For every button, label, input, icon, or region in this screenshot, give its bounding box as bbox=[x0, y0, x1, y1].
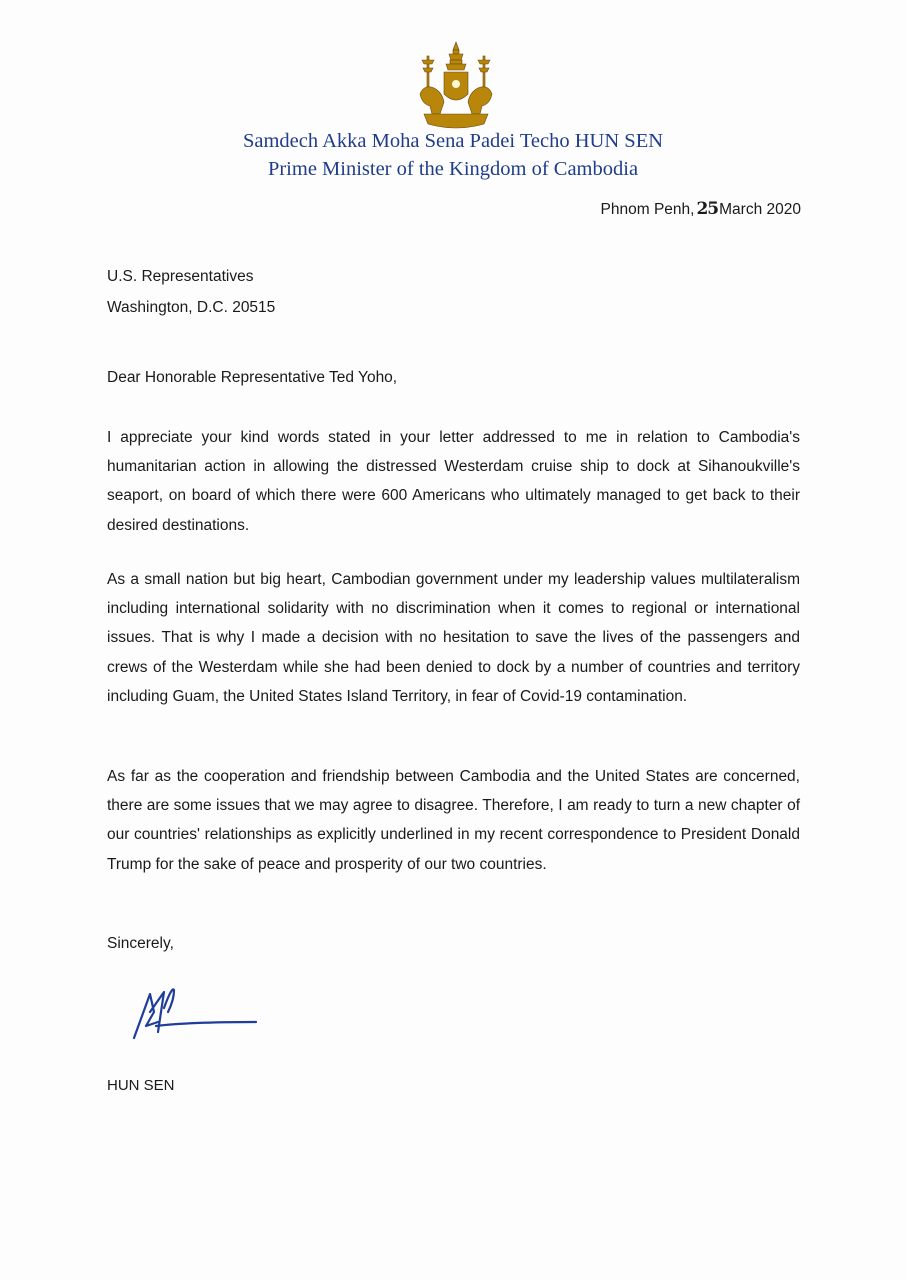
date-place: Phnom Penh, bbox=[600, 201, 695, 218]
recipient-line-1: U.S. Representatives bbox=[107, 268, 254, 285]
recipient-line-2: Washington, D.C. 20515 bbox=[107, 299, 276, 316]
letterhead-name: Samdech Akka Moha Sena Padei Techo HUN SEN bbox=[242, 130, 664, 152]
handwritten-signature-icon bbox=[128, 982, 268, 1044]
royal-coat-of-arms-icon bbox=[414, 40, 498, 132]
body-paragraph-1: I appreciate your kind words stated in your letter addressed to me in relation to Cambodia's humanitarian action in allowing the distressed Westerdam cruise ship to dock at Sihanoukville's seaport, on board of which there were 600 Americans who ultimately managed to get back to their desired destinations. bbox=[107, 429, 800, 534]
closing: Sincerely, bbox=[107, 935, 174, 952]
date-month-year: March 2020 bbox=[719, 201, 801, 218]
date-line bbox=[601, 199, 801, 219]
date-day-handwritten: 25 bbox=[696, 199, 719, 219]
body-paragraph-3: As far as the cooperation and friendship between Cambodia and the United States are concerned, there are some issues that we may agree to disagree. Therefore, I am ready to turn a new chapter of our countries' relationships as explicitly underlined in my recent correspondence to President Donald Trump for the sake of peace and prosperity of our two countries. bbox=[107, 768, 800, 873]
signatory-name: HUN SEN bbox=[107, 1077, 175, 1094]
letterhead-title: Prime Minister of the Kingdom of Cambodia bbox=[267, 158, 639, 180]
body-paragraph-2: As a small nation but big heart, Cambodian government under my leadership values multilateralism including international solidarity with no discrimination when it comes to regional or international issues. That is why I made a decision with no hesitation to save the lives of the passengers and crews of the Westerdam while she had been denied to dock by a number of countries and territory including Guam, the United States Island Territory, in fear of Covid-19 contamination. bbox=[107, 571, 800, 705]
salutation: Dear Honorable Representative Ted Yoho, bbox=[107, 369, 398, 386]
